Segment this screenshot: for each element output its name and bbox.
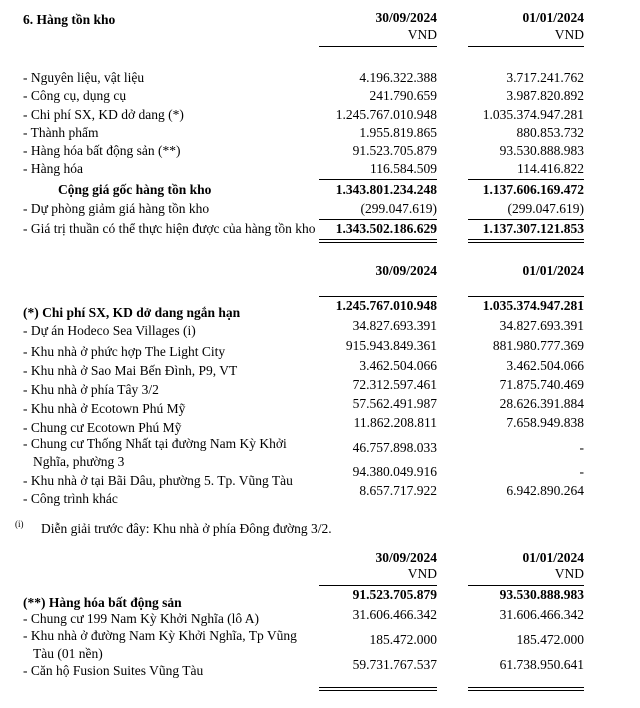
header-rule-2 [468, 296, 584, 297]
table-row-label: - Hàng hóa bất động sản (**) [23, 143, 181, 158]
col2-unit: VND [554, 566, 584, 581]
provision-rule-1 [319, 219, 437, 220]
table-row-value-1: 57.562.491.987 [352, 396, 437, 411]
table-row-label: - Khu nhà ở phức hợp The Light City [23, 344, 226, 359]
table-row-value-1: 1.245.767.010.948 [335, 107, 437, 122]
total-label: Cộng giá gốc hàng tồn kho [58, 182, 212, 197]
provision-value-2: (299.047.619) [507, 201, 584, 216]
wip-title-value-2: 1.035.374.947.281 [482, 298, 584, 313]
real-estate-title-value-2: 93.530.888.983 [499, 587, 584, 602]
net-double-rule-2 [468, 239, 584, 243]
table-row-value-2: 28.626.391.884 [499, 396, 584, 411]
table-row-value-2: 34.827.693.391 [499, 318, 584, 333]
table-row-value-2: 6.942.890.264 [506, 483, 584, 498]
table-row-value-2: 3.717.241.762 [506, 70, 584, 85]
table-row-value-2: 881.980.777.369 [492, 338, 584, 353]
table-row-value-2: 114.416.822 [517, 161, 584, 176]
real-estate-title-value-1: 91.523.705.879 [352, 587, 437, 602]
col1-date: 30/09/2024 [375, 550, 437, 565]
table-row-value-1: 4.196.322.388 [359, 70, 437, 85]
table-row-value-2: 3.987.820.892 [506, 88, 584, 103]
net-value-1: 1.343.502.186.629 [335, 221, 437, 236]
section-title-inventory: 6. Hàng tồn kho [23, 12, 116, 27]
header-rule-1 [319, 296, 437, 297]
provision-value-1: (299.047.619) [360, 201, 437, 216]
col2-date: 01/01/2024 [522, 263, 584, 278]
net-value-2: 1.137.307.121.853 [482, 221, 584, 236]
table-row-value-2: 61.738.950.641 [499, 657, 584, 672]
table-row-label: - Chi phí SX, KD dở dang (*) [23, 107, 184, 122]
wip-title-value-1: 1.245.767.010.948 [335, 298, 437, 313]
footnote-mark: (i) [15, 519, 24, 529]
table-row-label-cont: Nghĩa, phường 3 [33, 454, 125, 469]
col1-date: 30/09/2024 [375, 10, 437, 25]
table-row-value-1: 72.312.597.461 [352, 377, 437, 392]
table-row-value-1: 59.731.767.537 [352, 657, 437, 672]
table-row-value-2: 71.875.740.469 [499, 377, 584, 392]
total-double-rule-1 [319, 687, 437, 691]
provision-rule-2 [468, 219, 584, 220]
table-row-label: - Chung cư 199 Nam Kỳ Khởi Nghĩa (lô A) [23, 611, 260, 626]
table-row-value-2: 3.462.504.066 [506, 358, 584, 373]
table-row-value-1: 1.955.819.865 [359, 125, 437, 140]
table-row-value-1: 116.584.509 [370, 161, 437, 176]
table-row-label: - Hàng hóa [23, 161, 83, 176]
table-row-label: - Khu nhà ở đường Nam Kỳ Khởi Nghĩa, Tp Vũng [23, 628, 297, 643]
table-row-value-2: 7.658.949.838 [506, 415, 584, 430]
wip-title: (*) Chi phí SX, KD dở dang ngắn hạn [23, 305, 241, 320]
total-double-rule-2 [468, 687, 584, 691]
net-value-label: - Giá trị thuần có thể thực hiện được của hàng tồn kho [23, 221, 316, 236]
header-rule-1 [319, 46, 437, 47]
col1-unit: VND [407, 566, 437, 581]
table-row-value-2: 185.472.000 [516, 632, 584, 647]
total-value-2: 1.137.606.169.472 [482, 182, 584, 197]
table-row-value-2: - [579, 464, 584, 479]
table-row-label: - Công trình khác [23, 491, 118, 506]
subtotal-rule-2 [468, 179, 584, 180]
real-estate-title: (**) Hàng hóa bất động sản [23, 595, 182, 610]
table-row-value-2: - [579, 440, 584, 455]
table-row-value-1: 241.790.659 [369, 88, 437, 103]
col1-unit: VND [407, 27, 437, 42]
table-row-value-1: 94.380.049.916 [352, 464, 437, 479]
table-row-value-2: 93.530.888.983 [499, 143, 584, 158]
provision-label: - Dự phòng giảm giá hàng tồn kho [23, 201, 210, 216]
net-double-rule-1 [319, 239, 437, 243]
table-row-label: - Khu nhà ở Sao Mai Bến Đình, P9, VT [23, 363, 238, 378]
table-row-value-1: 915.943.849.361 [345, 338, 437, 353]
col1-date: 30/09/2024 [375, 263, 437, 278]
col2-date: 01/01/2024 [522, 550, 584, 565]
table-row-value-2: 880.853.732 [516, 125, 584, 140]
table-row-label: - Khu nhà ở Ecotown Phú Mỹ [23, 401, 186, 416]
table-row-value-1: 3.462.504.066 [359, 358, 437, 373]
table-row-value-1: 34.827.693.391 [352, 318, 437, 333]
footnote-text: Diễn giải trước đây: Khu nhà ở phía Đông đường 3/2. [41, 521, 332, 536]
table-row-label: - Thành phẩm [23, 125, 99, 140]
header-rule-2 [468, 46, 584, 47]
table-row-label: - Nguyên liệu, vật liệu [23, 70, 145, 85]
table-row-label: - Khu nhà ở phía Tây 3/2 [23, 382, 159, 397]
table-row-label: - Chung cư Ecotown Phú Mỹ [23, 420, 182, 435]
col2-unit: VND [554, 27, 584, 42]
table-row-value-1: 91.523.705.879 [352, 143, 437, 158]
table-row-value-2: 31.606.466.342 [499, 607, 584, 622]
table-row-value-1: 8.657.717.922 [359, 483, 437, 498]
col2-date: 01/01/2024 [522, 10, 584, 25]
subtotal-rule-1 [319, 179, 437, 180]
table-row-label: - Khu nhà ở tại Bãi Dâu, phường 5. Tp. Vũng Tàu [23, 473, 293, 488]
header-rule-1 [319, 585, 437, 586]
table-row-value-1: 46.757.898.033 [352, 440, 437, 455]
table-row-value-1: 31.606.466.342 [352, 607, 437, 622]
table-row-label: - Công cụ, dụng cụ [23, 88, 127, 103]
table-row-label: - Dự án Hodeco Sea Villages (i) [23, 323, 196, 338]
table-row-value-1: 11.862.208.811 [353, 415, 437, 430]
table-row-label: - Chung cư Thống Nhất tại đường Nam Kỳ Khởi [23, 436, 287, 451]
total-value-1: 1.343.801.234.248 [335, 182, 437, 197]
header-rule-2 [468, 585, 584, 586]
table-row-value-1: 185.472.000 [369, 632, 437, 647]
table-row-label-cont: Tàu (01 nền) [33, 646, 103, 661]
table-row-label: - Căn hộ Fusion Suites Vũng Tàu [23, 663, 204, 678]
table-row-value-2: 1.035.374.947.281 [482, 107, 584, 122]
